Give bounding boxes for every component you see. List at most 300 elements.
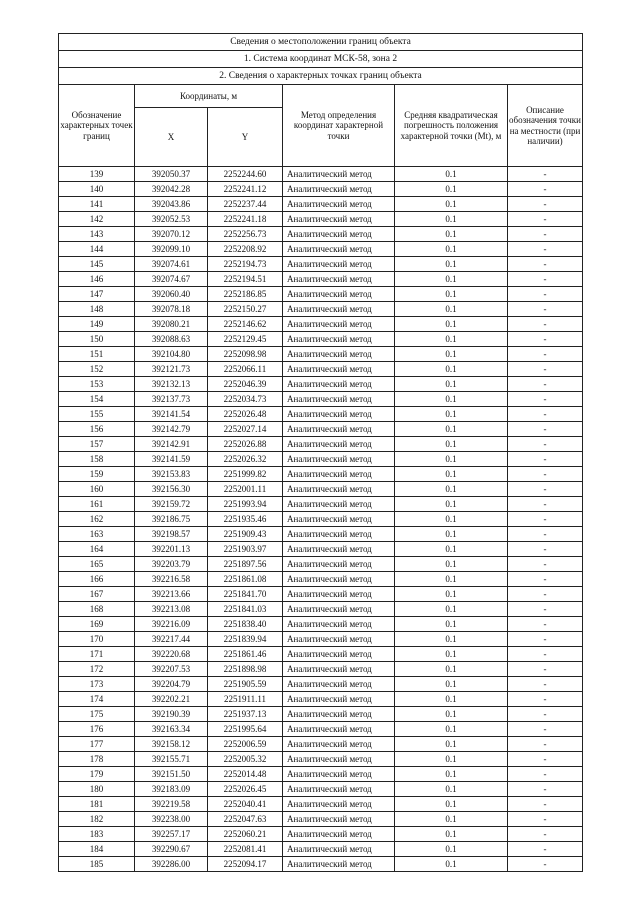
cell-error: 0.1	[395, 272, 508, 287]
cell-x-coordinate: 392257.17	[135, 827, 208, 842]
cell-x-coordinate: 392060.40	[135, 287, 208, 302]
table-row	[59, 467, 583, 482]
cell-error: 0.1	[395, 632, 508, 647]
cell-description: -	[508, 677, 583, 692]
cell-y-coordinate: 2251861.08	[208, 572, 283, 587]
table-row	[59, 167, 583, 182]
cell-error: 0.1	[395, 767, 508, 782]
table-body	[59, 167, 583, 872]
cell-point-number: 175	[59, 707, 135, 722]
cell-description: -	[508, 242, 583, 257]
cell-y-coordinate: 2252241.18	[208, 212, 283, 227]
cell-point-number: 177	[59, 737, 135, 752]
cell-method: Аналитический метод	[283, 827, 395, 842]
cell-error: 0.1	[395, 527, 508, 542]
cell-x-coordinate: 392104.80	[135, 347, 208, 362]
cell-y-coordinate: 2251937.13	[208, 707, 283, 722]
cell-method: Аналитический метод	[283, 422, 395, 437]
cell-description: -	[508, 782, 583, 797]
cell-method: Аналитический метод	[283, 287, 395, 302]
cell-method: Аналитический метод	[283, 182, 395, 197]
cell-method: Аналитический метод	[283, 692, 395, 707]
cell-error: 0.1	[395, 812, 508, 827]
cell-description: -	[508, 437, 583, 452]
cell-x-coordinate: 392142.79	[135, 422, 208, 437]
cell-x-coordinate: 392132.13	[135, 377, 208, 392]
cell-point-number: 151	[59, 347, 135, 362]
cell-point-number: 155	[59, 407, 135, 422]
cell-y-coordinate: 2252026.48	[208, 407, 283, 422]
cell-x-coordinate: 392186.75	[135, 512, 208, 527]
table-row	[59, 212, 583, 227]
cell-y-coordinate: 2252026.32	[208, 452, 283, 467]
cell-error: 0.1	[395, 497, 508, 512]
cell-description: -	[508, 842, 583, 857]
cell-point-number: 148	[59, 302, 135, 317]
cell-error: 0.1	[395, 722, 508, 737]
cell-method: Аналитический метод	[283, 587, 395, 602]
table-row	[59, 347, 583, 362]
cell-method: Аналитический метод	[283, 542, 395, 557]
section-title: 2. Сведения о характерных точках границ объекта	[59, 68, 583, 85]
cell-y-coordinate: 2252001.11	[208, 482, 283, 497]
cell-error: 0.1	[395, 257, 508, 272]
cell-error: 0.1	[395, 287, 508, 302]
cell-method: Аналитический метод	[283, 392, 395, 407]
cell-y-coordinate: 2252006.59	[208, 737, 283, 752]
cell-method: Аналитический метод	[283, 632, 395, 647]
cell-point-number: 152	[59, 362, 135, 377]
table-row	[59, 557, 583, 572]
cell-method: Аналитический метод	[283, 467, 395, 482]
cell-description: -	[508, 737, 583, 752]
cell-y-coordinate: 2252005.32	[208, 752, 283, 767]
cell-method: Аналитический метод	[283, 812, 395, 827]
cell-method: Аналитический метод	[283, 272, 395, 287]
cell-point-number: 144	[59, 242, 135, 257]
cell-y-coordinate: 2252241.12	[208, 182, 283, 197]
cell-description: -	[508, 377, 583, 392]
cell-y-coordinate: 2252014.48	[208, 767, 283, 782]
cell-y-coordinate: 2252244.60	[208, 167, 283, 182]
table-row	[59, 797, 583, 812]
cell-description: -	[508, 692, 583, 707]
boundary-points-table	[58, 33, 583, 872]
cell-x-coordinate: 392052.53	[135, 212, 208, 227]
cell-error: 0.1	[395, 452, 508, 467]
cell-error: 0.1	[395, 857, 508, 872]
cell-y-coordinate: 2252256.73	[208, 227, 283, 242]
cell-method: Аналитический метод	[283, 617, 395, 632]
table-row	[59, 422, 583, 437]
cell-error: 0.1	[395, 467, 508, 482]
table-row	[59, 707, 583, 722]
cell-method: Аналитический метод	[283, 572, 395, 587]
table-row	[59, 647, 583, 662]
table-row	[59, 737, 583, 752]
cell-y-coordinate: 2252129.45	[208, 332, 283, 347]
cell-x-coordinate: 392137.73	[135, 392, 208, 407]
cell-method: Аналитический метод	[283, 407, 395, 422]
table-row	[59, 242, 583, 257]
cell-error: 0.1	[395, 827, 508, 842]
cell-method: Аналитический метод	[283, 302, 395, 317]
table-row	[59, 677, 583, 692]
cell-error: 0.1	[395, 227, 508, 242]
cell-method: Аналитический метод	[283, 497, 395, 512]
cell-description: -	[508, 212, 583, 227]
cell-y-coordinate: 2252194.73	[208, 257, 283, 272]
cell-y-coordinate: 2252237.44	[208, 197, 283, 212]
cell-error: 0.1	[395, 407, 508, 422]
table-row	[59, 317, 583, 332]
cell-method: Аналитический метод	[283, 257, 395, 272]
cell-method: Аналитический метод	[283, 377, 395, 392]
cell-x-coordinate: 392213.66	[135, 587, 208, 602]
cell-description: -	[508, 407, 583, 422]
cell-error: 0.1	[395, 332, 508, 347]
cell-y-coordinate: 2251905.59	[208, 677, 283, 692]
cell-point-number: 183	[59, 827, 135, 842]
cell-x-coordinate: 392190.39	[135, 707, 208, 722]
cell-method: Аналитический метод	[283, 347, 395, 362]
cell-description: -	[508, 587, 583, 602]
cell-point-number: 161	[59, 497, 135, 512]
cell-y-coordinate: 2252081.41	[208, 842, 283, 857]
cell-y-coordinate: 2252194.51	[208, 272, 283, 287]
cell-x-coordinate: 392238.00	[135, 812, 208, 827]
cell-x-coordinate: 392217.44	[135, 632, 208, 647]
cell-method: Аналитический метод	[283, 602, 395, 617]
cell-y-coordinate: 2252040.41	[208, 797, 283, 812]
cell-method: Аналитический метод	[283, 662, 395, 677]
cell-description: -	[508, 197, 583, 212]
cell-x-coordinate: 392198.57	[135, 527, 208, 542]
table-row	[59, 572, 583, 587]
table-row	[59, 512, 583, 527]
cell-y-coordinate: 2251898.98	[208, 662, 283, 677]
cell-y-coordinate: 2252150.27	[208, 302, 283, 317]
cell-y-coordinate: 2251909.43	[208, 527, 283, 542]
cell-method: Аналитический метод	[283, 227, 395, 242]
cell-x-coordinate: 392088.63	[135, 332, 208, 347]
cell-x-coordinate: 392286.00	[135, 857, 208, 872]
cell-error: 0.1	[395, 197, 508, 212]
table-row	[59, 182, 583, 197]
table-row	[59, 407, 583, 422]
cell-point-number: 142	[59, 212, 135, 227]
cell-method: Аналитический метод	[283, 317, 395, 332]
table-row	[59, 692, 583, 707]
cell-error: 0.1	[395, 572, 508, 587]
cell-description: -	[508, 227, 583, 242]
cell-x-coordinate: 392043.86	[135, 197, 208, 212]
cell-point-number: 168	[59, 602, 135, 617]
cell-description: -	[508, 362, 583, 377]
cell-x-coordinate: 392202.21	[135, 692, 208, 707]
table-row	[59, 527, 583, 542]
cell-point-number: 173	[59, 677, 135, 692]
cell-error: 0.1	[395, 842, 508, 857]
cell-error: 0.1	[395, 437, 508, 452]
cell-point-number: 157	[59, 437, 135, 452]
cell-y-coordinate: 2252034.73	[208, 392, 283, 407]
table-row	[59, 482, 583, 497]
cell-point-number: 167	[59, 587, 135, 602]
cell-method: Аналитический метод	[283, 512, 395, 527]
cell-point-number: 172	[59, 662, 135, 677]
header-coordinates: Координаты, м	[135, 85, 283, 108]
table-row	[59, 302, 583, 317]
cell-method: Аналитический метод	[283, 362, 395, 377]
cell-method: Аналитический метод	[283, 242, 395, 257]
cell-y-coordinate: 2251999.82	[208, 467, 283, 482]
cell-y-coordinate: 2251838.40	[208, 617, 283, 632]
cell-point-number: 147	[59, 287, 135, 302]
cell-point-number: 170	[59, 632, 135, 647]
cell-error: 0.1	[395, 647, 508, 662]
cell-error: 0.1	[395, 782, 508, 797]
cell-method: Аналитический метод	[283, 452, 395, 467]
cell-error: 0.1	[395, 617, 508, 632]
cell-method: Аналитический метод	[283, 557, 395, 572]
cell-description: -	[508, 632, 583, 647]
cell-description: -	[508, 497, 583, 512]
cell-error: 0.1	[395, 212, 508, 227]
cell-x-coordinate: 392153.83	[135, 467, 208, 482]
cell-method: Аналитический метод	[283, 722, 395, 737]
table-row	[59, 752, 583, 767]
coordinate-system-title: 1. Система координат МСК-58, зона 2	[59, 51, 583, 68]
cell-point-number: 146	[59, 272, 135, 287]
cell-method: Аналитический метод	[283, 437, 395, 452]
cell-description: -	[508, 272, 583, 287]
cell-method: Аналитический метод	[283, 782, 395, 797]
cell-x-coordinate: 392141.54	[135, 407, 208, 422]
cell-error: 0.1	[395, 302, 508, 317]
table-row	[59, 437, 583, 452]
cell-x-coordinate: 392158.12	[135, 737, 208, 752]
cell-method: Аналитический метод	[283, 332, 395, 347]
header-method: Метод определения координат характерной точки	[283, 85, 395, 167]
header-y: Y	[208, 108, 283, 167]
cell-y-coordinate: 2251841.70	[208, 587, 283, 602]
table-row	[59, 827, 583, 842]
table-row	[59, 632, 583, 647]
cell-error: 0.1	[395, 377, 508, 392]
cell-description: -	[508, 812, 583, 827]
cell-method: Аналитический метод	[283, 842, 395, 857]
cell-error: 0.1	[395, 752, 508, 767]
cell-method: Аналитический метод	[283, 482, 395, 497]
table-row	[59, 452, 583, 467]
cell-point-number: 139	[59, 167, 135, 182]
cell-y-coordinate: 2251839.94	[208, 632, 283, 647]
cell-point-number: 143	[59, 227, 135, 242]
cell-error: 0.1	[395, 422, 508, 437]
cell-error: 0.1	[395, 542, 508, 557]
cell-y-coordinate: 2251993.94	[208, 497, 283, 512]
cell-error: 0.1	[395, 662, 508, 677]
cell-point-number: 180	[59, 782, 135, 797]
cell-x-coordinate: 392213.08	[135, 602, 208, 617]
cell-error: 0.1	[395, 797, 508, 812]
cell-point-number: 163	[59, 527, 135, 542]
cell-point-number: 153	[59, 377, 135, 392]
table-row	[59, 602, 583, 617]
cell-x-coordinate: 392070.12	[135, 227, 208, 242]
cell-method: Аналитический метод	[283, 707, 395, 722]
cell-x-coordinate: 392216.09	[135, 617, 208, 632]
cell-y-coordinate: 2251841.03	[208, 602, 283, 617]
cell-error: 0.1	[395, 362, 508, 377]
cell-point-number: 181	[59, 797, 135, 812]
cell-x-coordinate: 392074.61	[135, 257, 208, 272]
cell-point-number: 156	[59, 422, 135, 437]
cell-method: Аналитический метод	[283, 677, 395, 692]
cell-error: 0.1	[395, 167, 508, 182]
cell-method: Аналитический метод	[283, 737, 395, 752]
cell-point-number: 159	[59, 467, 135, 482]
cell-y-coordinate: 2252098.98	[208, 347, 283, 362]
cell-description: -	[508, 617, 583, 632]
cell-method: Аналитический метод	[283, 197, 395, 212]
cell-point-number: 166	[59, 572, 135, 587]
cell-point-number: 160	[59, 482, 135, 497]
cell-y-coordinate: 2251903.97	[208, 542, 283, 557]
cell-x-coordinate: 392290.67	[135, 842, 208, 857]
cell-y-coordinate: 2252146.62	[208, 317, 283, 332]
cell-x-coordinate: 392203.79	[135, 557, 208, 572]
cell-method: Аналитический метод	[283, 752, 395, 767]
cell-x-coordinate: 392219.58	[135, 797, 208, 812]
cell-point-number: 171	[59, 647, 135, 662]
cell-description: -	[508, 332, 583, 347]
cell-description: -	[508, 302, 583, 317]
cell-x-coordinate: 392156.30	[135, 482, 208, 497]
table-row	[59, 587, 583, 602]
cell-x-coordinate: 392204.79	[135, 677, 208, 692]
cell-x-coordinate: 392220.68	[135, 647, 208, 662]
cell-description: -	[508, 512, 583, 527]
cell-error: 0.1	[395, 392, 508, 407]
cell-description: -	[508, 752, 583, 767]
cell-method: Аналитический метод	[283, 857, 395, 872]
table-row	[59, 197, 583, 212]
cell-point-number: 158	[59, 452, 135, 467]
cell-description: -	[508, 662, 583, 677]
cell-description: -	[508, 707, 583, 722]
header-point-designation: Обозначение характерных точек границ	[59, 85, 135, 167]
cell-y-coordinate: 2252186.85	[208, 287, 283, 302]
main-title: Сведения о местоположении границ объекта	[59, 34, 583, 51]
cell-y-coordinate: 2252208.92	[208, 242, 283, 257]
cell-point-number: 184	[59, 842, 135, 857]
cell-point-number: 154	[59, 392, 135, 407]
table-row	[59, 842, 583, 857]
cell-point-number: 140	[59, 182, 135, 197]
cell-error: 0.1	[395, 557, 508, 572]
cell-y-coordinate: 2251897.56	[208, 557, 283, 572]
cell-description: -	[508, 167, 583, 182]
cell-method: Аналитический метод	[283, 527, 395, 542]
cell-x-coordinate: 392099.10	[135, 242, 208, 257]
cell-x-coordinate: 392042.28	[135, 182, 208, 197]
cell-description: -	[508, 857, 583, 872]
cell-description: -	[508, 572, 583, 587]
cell-description: -	[508, 722, 583, 737]
cell-description: -	[508, 287, 583, 302]
cell-y-coordinate: 2251935.46	[208, 512, 283, 527]
cell-x-coordinate: 392201.13	[135, 542, 208, 557]
cell-x-coordinate: 392183.09	[135, 782, 208, 797]
table-row	[59, 257, 583, 272]
cell-point-number: 169	[59, 617, 135, 632]
cell-description: -	[508, 647, 583, 662]
cell-error: 0.1	[395, 707, 508, 722]
cell-method: Аналитический метод	[283, 797, 395, 812]
table-row	[59, 497, 583, 512]
cell-y-coordinate: 2252026.45	[208, 782, 283, 797]
cell-description: -	[508, 527, 583, 542]
cell-method: Аналитический метод	[283, 212, 395, 227]
cell-method: Аналитический метод	[283, 647, 395, 662]
table-row	[59, 332, 583, 347]
cell-point-number: 182	[59, 812, 135, 827]
cell-error: 0.1	[395, 737, 508, 752]
table-row	[59, 782, 583, 797]
cell-description: -	[508, 347, 583, 362]
cell-description: -	[508, 557, 583, 572]
cell-error: 0.1	[395, 587, 508, 602]
cell-x-coordinate: 392050.37	[135, 167, 208, 182]
cell-x-coordinate: 392159.72	[135, 497, 208, 512]
cell-x-coordinate: 392142.91	[135, 437, 208, 452]
cell-point-number: 150	[59, 332, 135, 347]
cell-x-coordinate: 392141.59	[135, 452, 208, 467]
cell-description: -	[508, 257, 583, 272]
table-row	[59, 722, 583, 737]
table-row	[59, 377, 583, 392]
header-description: Описание обозначения точки на местности (при наличии)	[508, 85, 583, 167]
cell-x-coordinate: 392151.50	[135, 767, 208, 782]
table-row	[59, 857, 583, 872]
cell-point-number: 185	[59, 857, 135, 872]
cell-x-coordinate: 392207.53	[135, 662, 208, 677]
table-row	[59, 272, 583, 287]
cell-description: -	[508, 482, 583, 497]
cell-error: 0.1	[395, 317, 508, 332]
cell-point-number: 176	[59, 722, 135, 737]
cell-description: -	[508, 467, 583, 482]
cell-description: -	[508, 602, 583, 617]
boundary-points-document	[58, 33, 582, 872]
cell-y-coordinate: 2252046.39	[208, 377, 283, 392]
cell-y-coordinate: 2252094.17	[208, 857, 283, 872]
cell-x-coordinate: 392155.71	[135, 752, 208, 767]
cell-point-number: 162	[59, 512, 135, 527]
cell-description: -	[508, 767, 583, 782]
cell-point-number: 149	[59, 317, 135, 332]
cell-y-coordinate: 2252026.88	[208, 437, 283, 452]
cell-point-number: 178	[59, 752, 135, 767]
cell-point-number: 141	[59, 197, 135, 212]
table-row	[59, 362, 583, 377]
header-error: Средняя квадратическая погрешность положения характерной точки (Mt), м	[395, 85, 508, 167]
cell-error: 0.1	[395, 182, 508, 197]
cell-point-number: 165	[59, 557, 135, 572]
table-row	[59, 287, 583, 302]
